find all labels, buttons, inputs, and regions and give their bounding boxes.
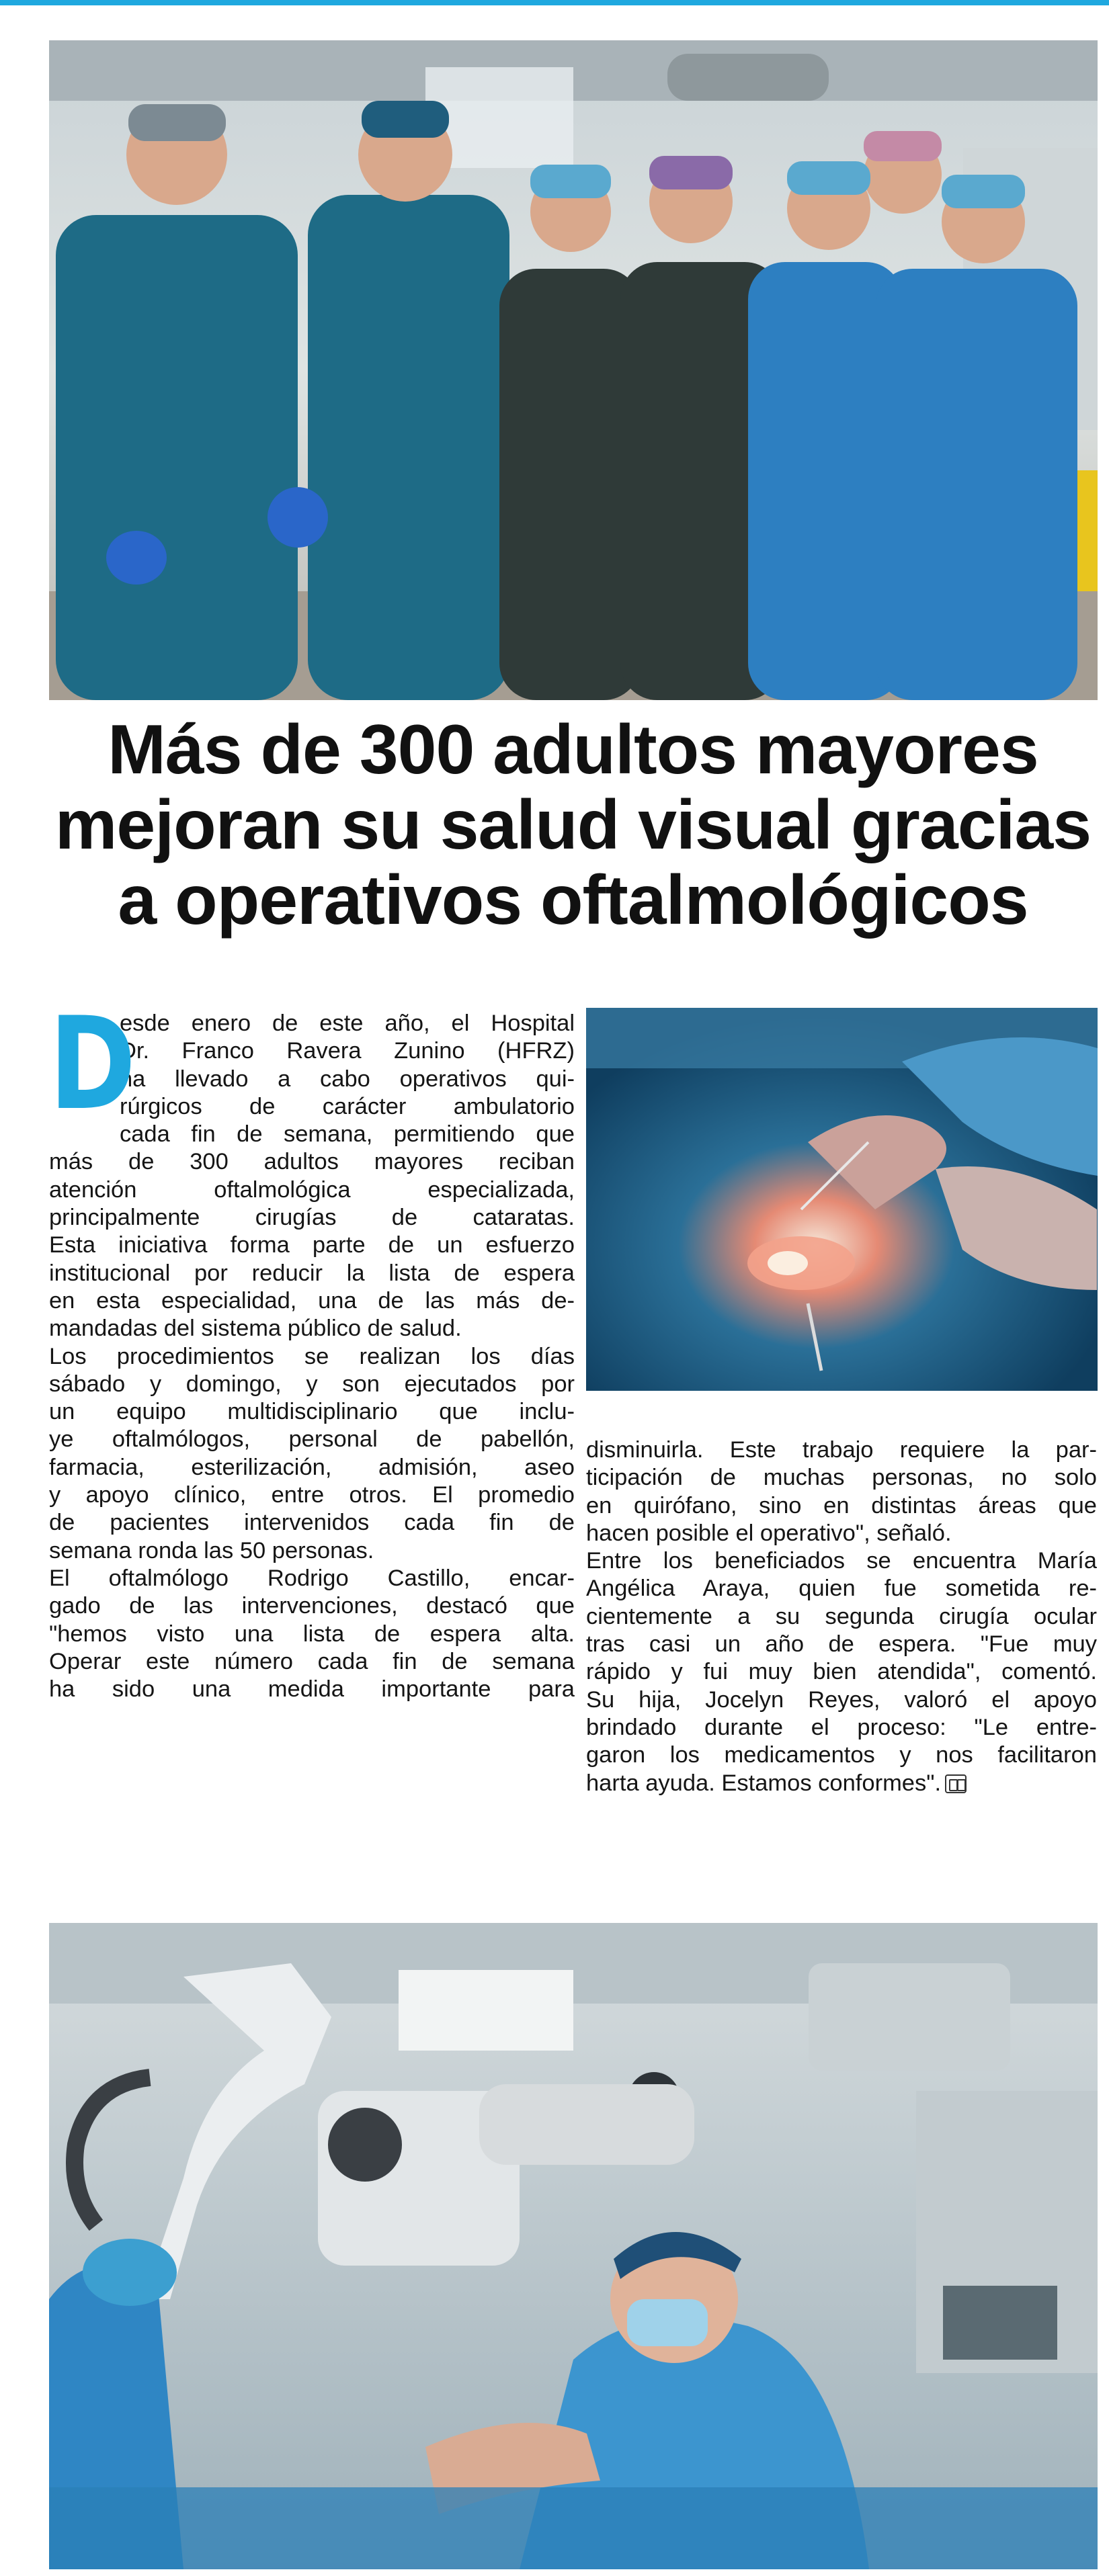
article-paragraph	[49, 990, 575, 1703]
text-line: Angélica Araya, quien fue sometida re-	[586, 1576, 1097, 1602]
text-line: Esta iniciativa forma parte de un esfuerzo	[49, 1232, 575, 1258]
text-line: El oftalmólogo Rodrigo Castillo, encar-	[49, 1565, 575, 1591]
dropcap: D	[49, 990, 136, 1138]
text-line: garon los medicamentos y nos facilitaron	[586, 1742, 1097, 1768]
text-line: de pacientes intervenidos cada fin de	[49, 1510, 575, 1536]
text-line: tras casi un año de espera. "Fue muy	[586, 1631, 1097, 1658]
text-line: harta ayuda. Estamos conformes".	[586, 1770, 942, 1796]
text-line: Entre los beneficiados se encuentra María	[586, 1548, 1097, 1574]
text-line: farmacia, esterilización, admisión, aseo	[49, 1454, 575, 1480]
text-line: esde enero de este año, el Hospital	[120, 1011, 575, 1036]
article-paragraph	[586, 1436, 1097, 1797]
text-line: atención oftalmológica especializada,	[49, 1176, 575, 1203]
text-line-final	[586, 1770, 1097, 1797]
text-line: y apoyo clínico, entre otros. El promedio	[49, 1482, 575, 1508]
article-column-left	[49, 990, 575, 1703]
headline-line-1: Más de 300 adultos mayores	[108, 711, 1038, 789]
headline-line-2: mejoran su salud visual gracias	[54, 786, 1092, 864]
text-line: hacen posible el operativo", señaló.	[586, 1520, 952, 1546]
team-photo-icon	[49, 40, 1098, 700]
text-line: Operar este número cada fin de semana	[49, 1648, 575, 1674]
text-line: ha llevado a cabo operativos qui-	[120, 1066, 575, 1092]
text-line: Su hija, Jocelyn Reyes, valoró el apoyo	[586, 1686, 1097, 1713]
text-line: institucional por reducir la lista de espera	[49, 1260, 575, 1286]
text-line: en esta especialidad, una de las más de-	[49, 1287, 575, 1314]
text-line: brindado durante el proceso: "Le entre-	[586, 1714, 1097, 1740]
eye-surgery-photo	[586, 1008, 1098, 1391]
text-line: ha sido una medida importante para	[49, 1676, 575, 1703]
text-line: semana ronda las 50 personas.	[49, 1537, 374, 1563]
text-line: principalmente cirugías de cataratas.	[49, 1205, 575, 1231]
text-line: cada fin de semana, permitiendo que	[120, 1121, 575, 1148]
surgeon-photo	[49, 1923, 1098, 2569]
top-accent-rule	[0, 0, 1109, 5]
text-line: ticipación de muchas personas, no solo	[586, 1465, 1097, 1491]
text-line: sábado y domingo, y son ejecutados por	[49, 1371, 575, 1397]
text-line: más de 300 adultos mayores reciban	[49, 1149, 575, 1175]
surgeon-microscope-photo-icon	[49, 1923, 1098, 2569]
headline-line-3: a operativos oftalmológicos	[118, 861, 1028, 939]
text-line: Los procedimientos se realizan los días	[49, 1343, 575, 1369]
team-photo	[49, 40, 1098, 700]
end-of-article-icon	[945, 1774, 967, 1793]
text-line: gado de las intervenciones, destacó que	[49, 1593, 575, 1619]
text-line: un equipo multidisciplinario que inclu-	[49, 1399, 575, 1425]
text-line: ye oftalmólogos, personal de pabellón,	[49, 1426, 575, 1453]
text-line: "hemos visto una lista de espera alta.	[49, 1621, 575, 1647]
text-line: rúrgicos de carácter ambulatorio	[120, 1093, 575, 1119]
text-line: cientemente a su segunda cirugía ocular	[586, 1603, 1097, 1629]
article-column-right	[586, 1436, 1097, 1797]
text-line: mandadas del sistema público de salud.	[49, 1316, 462, 1342]
text-line: rápido y fui muy bien atendida", comentó.	[586, 1659, 1097, 1685]
eye-surgery-photo-icon	[586, 1008, 1098, 1391]
text-line: disminuirla. Este trabajo requiere la par-	[586, 1437, 1097, 1463]
text-line: Dr. Franco Ravera Zunino (HFRZ)	[120, 1038, 575, 1064]
headline	[40, 712, 1106, 938]
text-line: en quirófano, sino en distintas áreas que	[586, 1492, 1097, 1518]
